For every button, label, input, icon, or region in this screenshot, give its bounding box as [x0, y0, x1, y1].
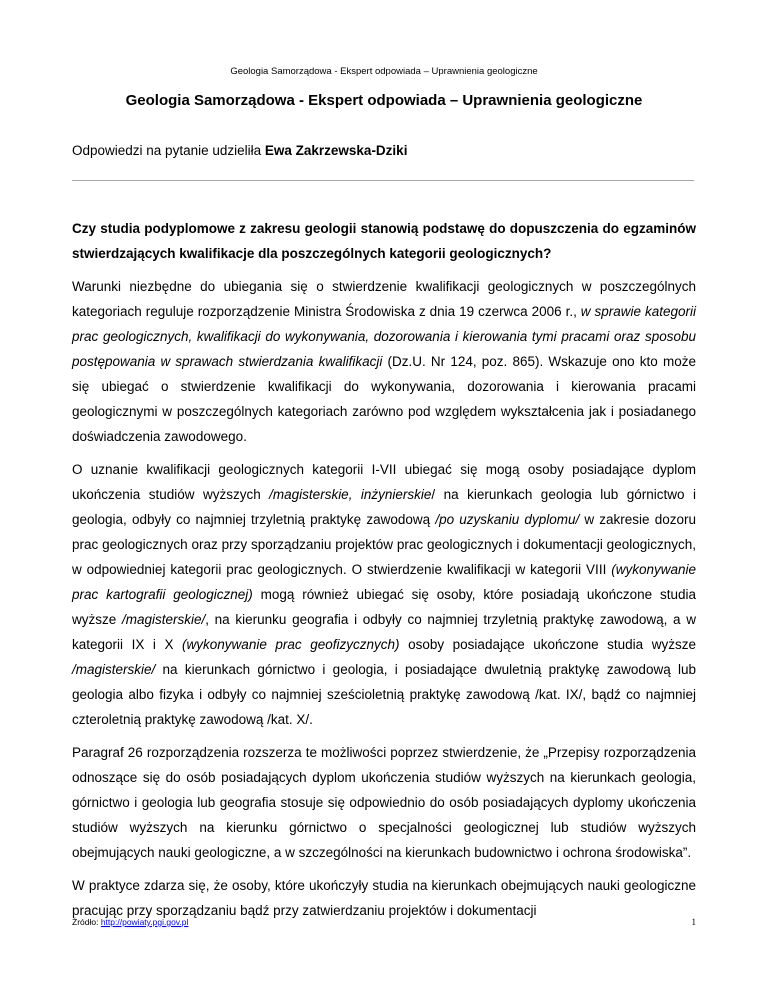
text-run: , na kierunku geografia i odbyły co najmniej trzyletnią praktykę zawodową, a w kategorii IX i X — [72, 612, 696, 652]
source-link[interactable]: http://powiaty.pgi.gov.pl — [100, 917, 189, 927]
italic-run: /magisterskie, inżynierskie — [269, 487, 432, 502]
paragraph-categories — [72, 457, 696, 732]
text-run: w zakresie dozoru prac geologicznych oraz przy sporządzaniu projektów prac geologicznych i dokumentacji geologicznych, w odpowiedniej kategorii prac geologicznych. O stwierdzenie kwalifikacji w kategorii VIII — [72, 512, 696, 577]
italic-run: (wykonywanie prac kartografii geologicznej) — [72, 562, 696, 602]
text-run: O uznanie kwalifikacji geologicznych kategorii I-VII ubiegać się mogą osoby posiadające dyplom ukończenia studiów wyższych — [72, 462, 696, 502]
author-name: Ewa Zakrzewska-Dziki — [264, 143, 408, 158]
paragraph-practice: W praktyce zdarza się, że osoby, które ukończyły studia na kierunkach obejmujących nauki geologiczne pracując przy sporządzaniu bądź przy zatwierdzaniu projektów i dokumentacji — [72, 878, 696, 918]
text-run: na kierunkach górnictwo i geologia, i posiadające dwuletnią praktykę zawodową lub geologia albo fizyka i odbyły co najmniej sześcioletnią praktykę zawodową /kat. IX/, bądź co najmniej czteroletnią praktykę zawodową /kat. X/. — [72, 662, 696, 727]
article-body — [72, 216, 696, 931]
paragraph-section-26: Paragraf 26 rozporządzenia rozszerza te możliwości poprzez stwierdzenie, że „Przepisy rozporządzenia odnoszące się do osób posiadających dyplom ukończenia studiów wyższych na kierunkach geologia, górnictwo i geologia lub geografia stosuje się odpowiednio do osób posiadających dyplomy ukończenia studiów wyższych na kierunku górnictwo o specjalności geologicznej lub studiów wyższych obejmujących nauki geologiczne, a w szczególności na kierunkach budownictwo i ochrona środowiska”. — [72, 745, 696, 860]
text-run: mogą również ubiegać się osoby, które posiadają ukończone studia wyższe — [72, 587, 697, 627]
answered-by-prefix: Odpowiedzi na pytanie udzieliła — [72, 143, 265, 158]
italic-run: /magisterskie/ — [72, 662, 156, 677]
page-footer — [72, 917, 696, 927]
document-title: Geologia Samorządowa - Ekspert odpowiada – Uprawnienia geologiczne — [125, 92, 643, 109]
paragraph-regulation — [72, 274, 696, 449]
horizontal-divider — [72, 180, 694, 181]
italic-run: /magisterskie/ — [121, 612, 206, 627]
text-run: (Dz.U. Nr 124, poz. 865). Wskazuje ono kto może się ubiegać o stwierdzenie kwalifikacji do wykonywania, dozorowania i kierowania pracami geologicznymi w poszczególnych kategoriach zarówno pod względem wykształcenia jak i posiadanego doświadczenia zawodowego. — [72, 354, 696, 444]
page-number: 1 — [691, 917, 696, 927]
regulation-title: w sprawie kategorii prac geologicznych, kwalifikacji do wykonywania, dozorowania i kierowania tymi pracami oraz sposobu postępowania w sprawach stwierdzania kwalifikacji — [72, 304, 697, 369]
italic-run: /po uzyskaniu dyplomu/ — [435, 512, 580, 527]
source-label: Źródło: — [72, 917, 101, 927]
text-run: osoby posiadające ukończone studia wyższe — [399, 637, 696, 652]
text-run: Warunki niezbędne do ubiegania się o stwierdzenie kwalifikacji geologicznych w poszczególnych kategoriach reguluje rozporządzenie Ministra Środowiska z dnia 19 czerwca 2006 r., — [72, 279, 696, 319]
italic-run: (wykonywanie prac geofizycznych) — [182, 637, 400, 652]
source-note — [72, 917, 188, 927]
text-run: / na kierunkach geologia lub górnictwo i geologia, odbyły co najmniej trzyletnią praktykę zawodową — [72, 487, 696, 527]
running-header: Geologia Samorządowa - Ekspert odpowiada – Uprawnienia geologiczne — [230, 66, 538, 77]
answered-by-line — [72, 143, 407, 158]
question-heading: Czy studia podyplomowe z zakresu geologii stanowią podstawę do dopuszczenia do egzaminów stwierdzających kwalifikacje dla poszczególnych kategorii geologicznych? — [72, 221, 696, 261]
